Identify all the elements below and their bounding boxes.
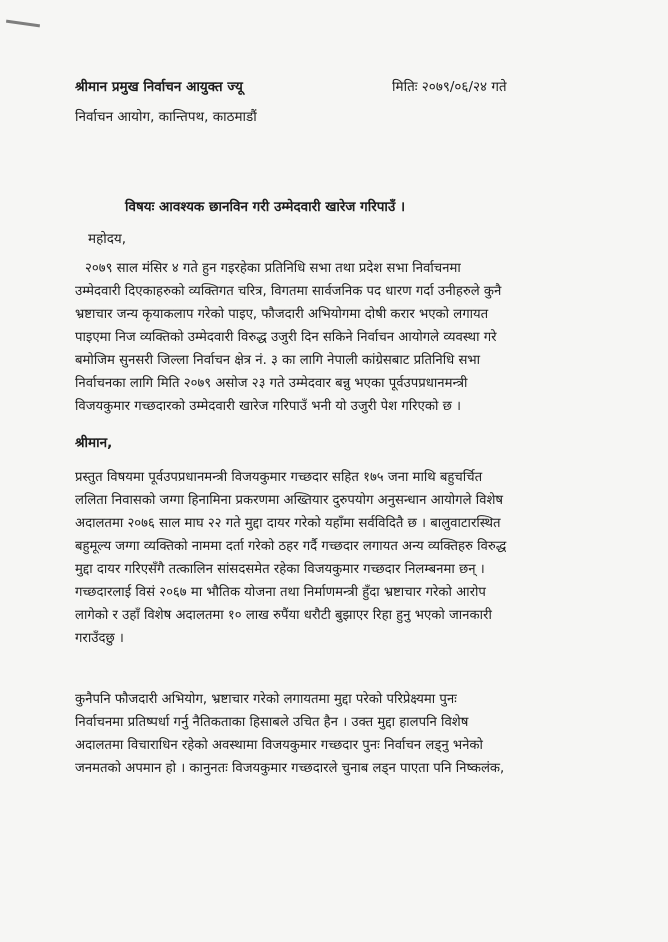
scan-mark [6,20,40,28]
paragraph-1-line: उम्मेदवारी दिएकाहरुको व्यक्तिगत चरित्र, विगतमा सार्वजनिक पद धारण गर्दा उनीहरुले कुनै [75,284,502,299]
paragraph-2-line: गराउँदछु । [75,631,124,646]
paragraph-2-line: ललिता निवासको जग्गा हिनामिना प्रकरणमा अख्तियार दुरुपयोग अनुसन्धान आयोगले विशेष [75,493,504,508]
salutation: महोदय, [88,231,127,247]
paragraph-1-line: विजयकुमार गच्छदारको उम्मेदवारी खारेज गरिपाउँ भनी यो उजुरी पेश गरिएको छ । [75,399,462,414]
paragraph-1-line: पाइएमा निज व्यक्तिको उम्मेदवारी विरुद्ध उजुरी दिन सकिने निर्वाचन आयोगले व्यवस्था गरे [75,330,497,345]
paragraph-3 [75,688,595,780]
paragraph-2-line: गच्छदारलाई विसं २०६७ मा भौतिक योजना तथा निर्माणमन्त्री हुँदा भ्रष्टाचार गरेको आरोप [75,585,486,600]
paragraph-3-line: कुनैपनि फौजदारी अभियोग, भ्रष्टाचार गरेको लगायतमा मुद्दा परेको परिप्रेक्ष्यमा पुनः [75,692,457,707]
recipient-line: श्रीमान प्रमुख निर्वाचन आयुक्त ज्यू [75,79,243,95]
paragraph-2-line: अदालतमा २०७६ साल माघ २२ गते मुद्दा दायर गरेको यहाँमा सर्वविदितै छ । बालुवाटारस्थित [75,516,501,531]
letter-subject: विषयः आवश्यक छानविन गरी उम्मेदवारी खारेज गरिपाउँ । [125,199,406,215]
salutation-2: श्रीमान, [75,435,113,451]
paragraph-1 [75,257,595,418]
paragraph-2-line: मुद्दा दायर गरिएसँगै तत्कालिन सांसदसमेत रहेका विजयकुमार गच्छदार निलम्बनमा छन् । [75,562,485,577]
paragraph-3-line: अदालतमा विचाराधिन रहेको अवस्थामा विजयकुमार गच्छदार पुनः निर्वाचन लड्नु भनेको [75,738,483,753]
paragraph-2-line: प्रस्तुत विषयमा पूर्वउपप्रधानमन्त्री विजयकुमार गच्छदार सहित १७५ जना माथि बहुचर्चित [75,470,483,485]
paragraph-2-line: लागेको र उहाँ विशेष अदालतमा १० लाख रुपैंया धरौटी बुझाएर रिहा हुनु भएको जानकारी [75,608,492,623]
letter-date: मितिः २०७९/०६/२४ गते [392,79,507,95]
paragraph-2 [75,466,595,650]
paragraph-1-line: भ्रष्टाचार जन्य कृयाकलाप गरेको पाइए, फौजदारी अभियोगमा दोषी करार भएको लगायत [75,307,489,322]
recipient-address: निर्वाचन आयोग, कान्तिपथ, काठमाडौं [75,109,257,125]
paragraph-2-line: बहुमूल्य जग्गा व्यक्तिको नाममा दर्ता गरेको ठहर गर्दै गच्छदार लगायत अन्य व्यक्तिहरु विरुद्ध [75,539,507,554]
paragraph-1-line: निर्वाचनका लागि मिति २०७९ असोज २३ गते उम्मेदवार बन्नु भएका पूर्वउपप्रधानमन्त्री [75,376,468,391]
paragraph-3-line: निर्वाचनमा प्रतिष्पर्धा गर्नु नैतिकताका हिसाबले उचित हैन । उक्त मुद्दा हालपनि विशेष [75,715,469,730]
paragraph-3-line: जनमतको अपमान हो । कानुनतः विजयकुमार गच्छदारले चुनाब लड्न पाएता पनि निष्कलंक, [75,761,505,776]
paragraph-1-line: २०७९ साल मंसिर ४ गते हुन गइरहेका प्रतिनिधि सभा तथा प्रदेश सभा निर्वाचनमा [85,261,461,276]
paragraph-1-line: बमोजिम सुनसरी जिल्ला निर्वाचन क्षेत्र नं. ३ का लागि नेपाली कांग्रेसबाट प्रतिनिधि सभा [75,353,481,368]
